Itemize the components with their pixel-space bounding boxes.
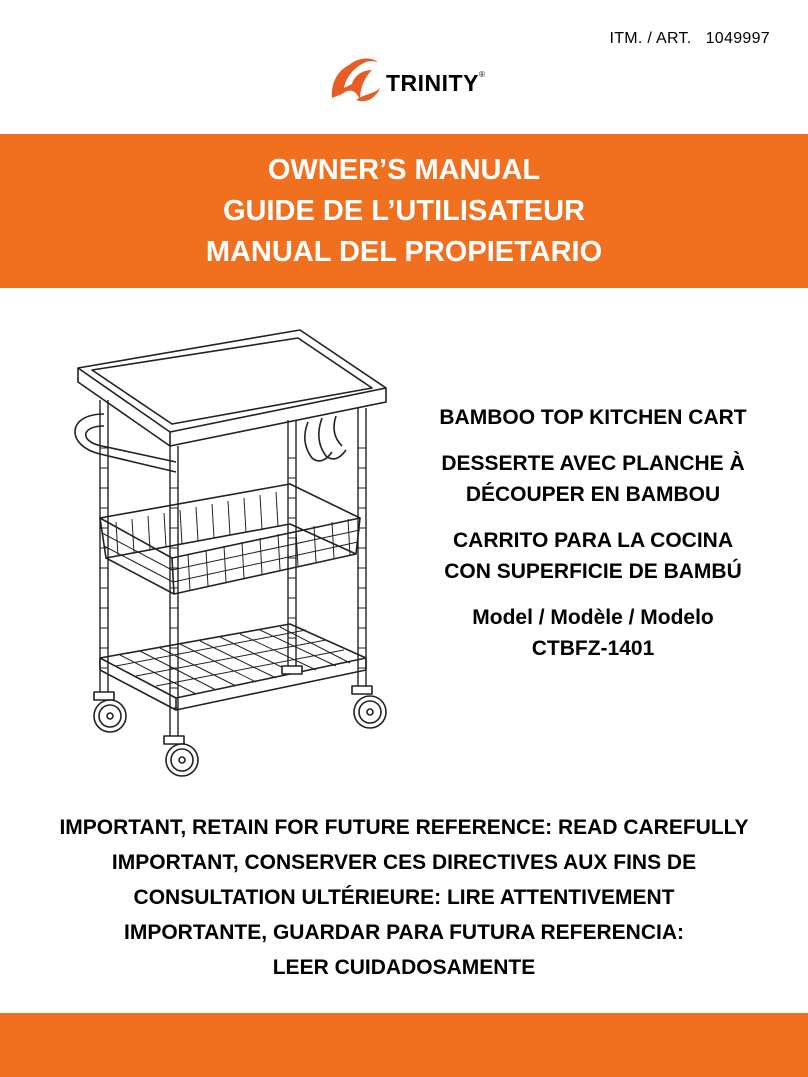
notice-es-line-1: IMPORTANTE, GUARDAR PARA FUTURA REFERENCIA: xyxy=(124,921,684,944)
product-name-en: BAMBOO TOP KITCHEN CART xyxy=(439,406,747,429)
notice-en: IMPORTANT, RETAIN FOR FUTURE REFERENCE: READ CAREFULLY xyxy=(59,816,749,839)
title-es: MANUAL DEL PROPIETARIO xyxy=(205,235,603,268)
item-number-label: ITM. / ART. xyxy=(609,30,692,47)
notice-fr-line-2: CONSULTATION ULTÉRIEURE: LIRE ATTENTIVEMENT xyxy=(133,886,675,909)
notice-fr-line-1: IMPORTANT, CONSERVER CES DIRECTIVES AUX FINS DE xyxy=(111,851,697,874)
item-number-value: 1049997 xyxy=(705,30,770,47)
model-number: CTBFZ-1401 xyxy=(531,637,655,660)
bottom-band xyxy=(0,1013,808,1077)
product-name-fr: DESSERTE AVEC PLANCHE À DÉCOUPER EN BAMBOU xyxy=(441,452,745,506)
title-band xyxy=(0,134,808,288)
model-label: Model / Modèle / Modelo xyxy=(472,606,714,629)
brand-logo xyxy=(326,54,485,106)
trinity-swirl-icon xyxy=(326,54,382,106)
product-name-es: CARRITO PARA LA COCINA CON SUPERFICIE DE BAMBÚ xyxy=(444,529,742,583)
item-number xyxy=(609,30,770,48)
title-en: OWNER’S MANUAL xyxy=(267,153,541,186)
notice-es-line-2: LEER CUIDADOSAMENTE xyxy=(272,956,536,979)
retain-notice xyxy=(0,810,808,985)
title-fr: GUIDE DE L’UTILISATEUR xyxy=(223,194,585,227)
brand-name: TRINITY® xyxy=(386,69,486,96)
model-block xyxy=(412,602,774,664)
kitchen-cart-illustration xyxy=(60,318,390,778)
product-info xyxy=(412,402,774,679)
